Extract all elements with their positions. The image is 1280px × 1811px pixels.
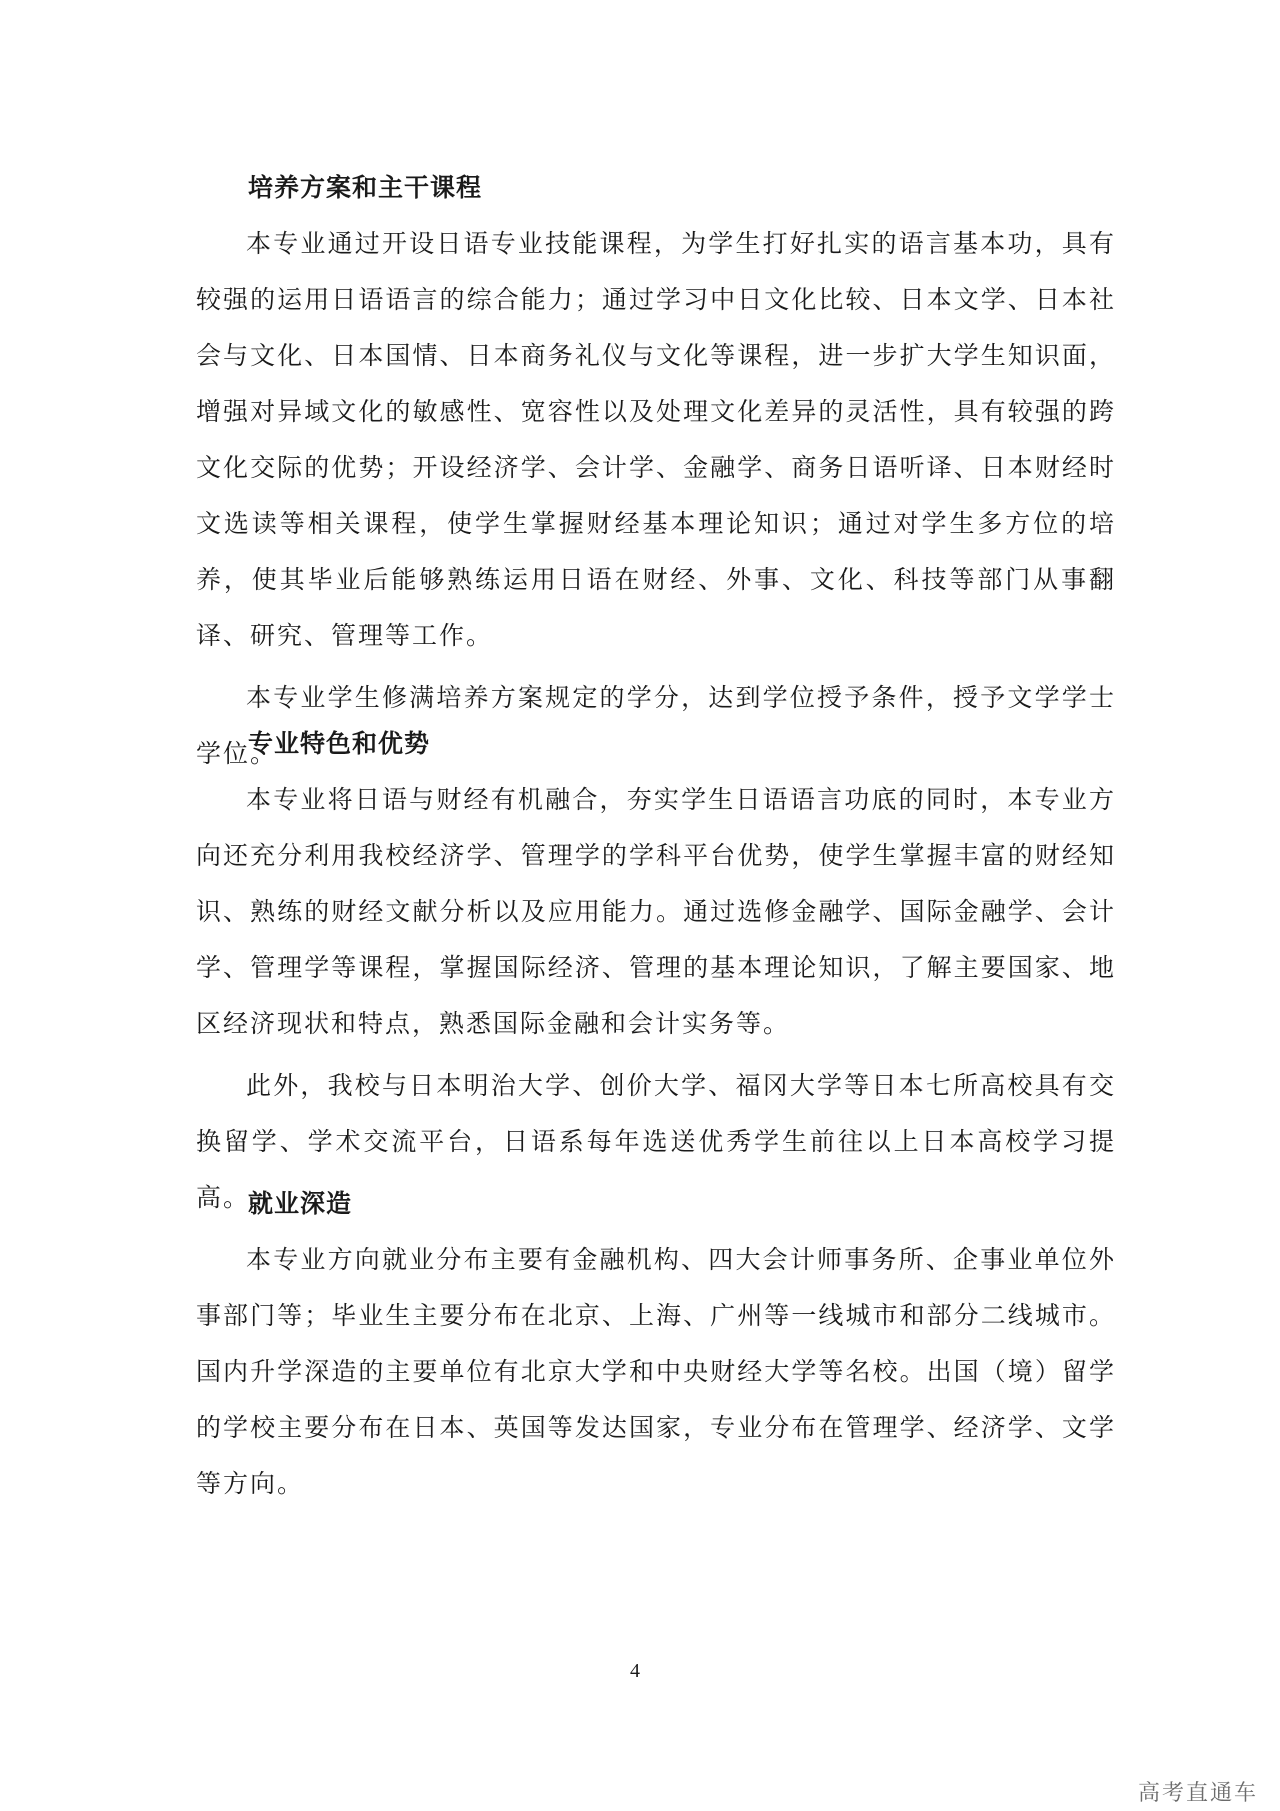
- watermark: 高考直通车: [1137, 1781, 1258, 1806]
- section-heading-curriculum: 培养方案和主干课程: [248, 173, 483, 202]
- page-number: 4: [630, 1660, 640, 1682]
- section-heading-employment: 就业深造: [248, 1189, 353, 1218]
- section-curriculum: [196, 168, 1116, 782]
- section-features: [196, 724, 1116, 1226]
- paragraph-features-1: 本专业将日语与财经有机融合，夯实学生日语语言功底的同时，本专业方向还充分利用我校经济学、管理学的学科平台优势，使学生掌握丰富的财经知识、熟练的财经文献分析以及应用能力。通过选修金融学、国际金融学、会计学、管理学等课程，掌握国际经济、管理的基本理论知识，了解主要国家、地区经济现状和特点，熟悉国际金融和会计实务等。: [196, 785, 1116, 1038]
- paragraph-curriculum-2: 本专业学生修满培养方案规定的学分，达到学位授予条件，授予文学学士学位。: [196, 683, 1116, 768]
- section-employment: [196, 1184, 1116, 1512]
- paragraph-employment-1: 本专业方向就业分布主要有金融机构、四大会计师事务所、企事业单位外事部门等；毕业生主要分布在北京、上海、广州等一线城市和部分二线城市。国内升学深造的主要单位有北京大学和中央财经大学等名校。出国（境）留学的学校主要分布在日本、英国等发达国家，专业分布在管理学、经济学、文学等方向。: [196, 1245, 1116, 1498]
- paragraph-features-2: 此外，我校与日本明治大学、创价大学、福冈大学等日本七所高校具有交换留学、学术交流平台，日语系每年选送优秀学生前往以上日本高校学习提高。: [196, 1071, 1116, 1212]
- paragraph-curriculum-1: 本专业通过开设日语专业技能课程，为学生打好扎实的语言基本功，具有较强的运用日语语言的综合能力；通过学习中日文化比较、日本文学、日本社会与文化、日本国情、日本商务礼仪与文化等课程，进一步扩大学生知识面，增强对异域文化的敏感性、宽容性以及处理文化差异的灵活性，具有较强的跨文化交际的优势；开设经济学、会计学、金融学、商务日语听译、日本财经时文选读等相关课程，使学生掌握财经基本理论知识；通过对学生多方位的培养，使其毕业后能够熟练运用日语在财经、外事、文化、科技等部门从事翻译、研究、管理等工作。: [196, 229, 1116, 650]
- section-heading-features: 专业特色和优势: [248, 729, 431, 758]
